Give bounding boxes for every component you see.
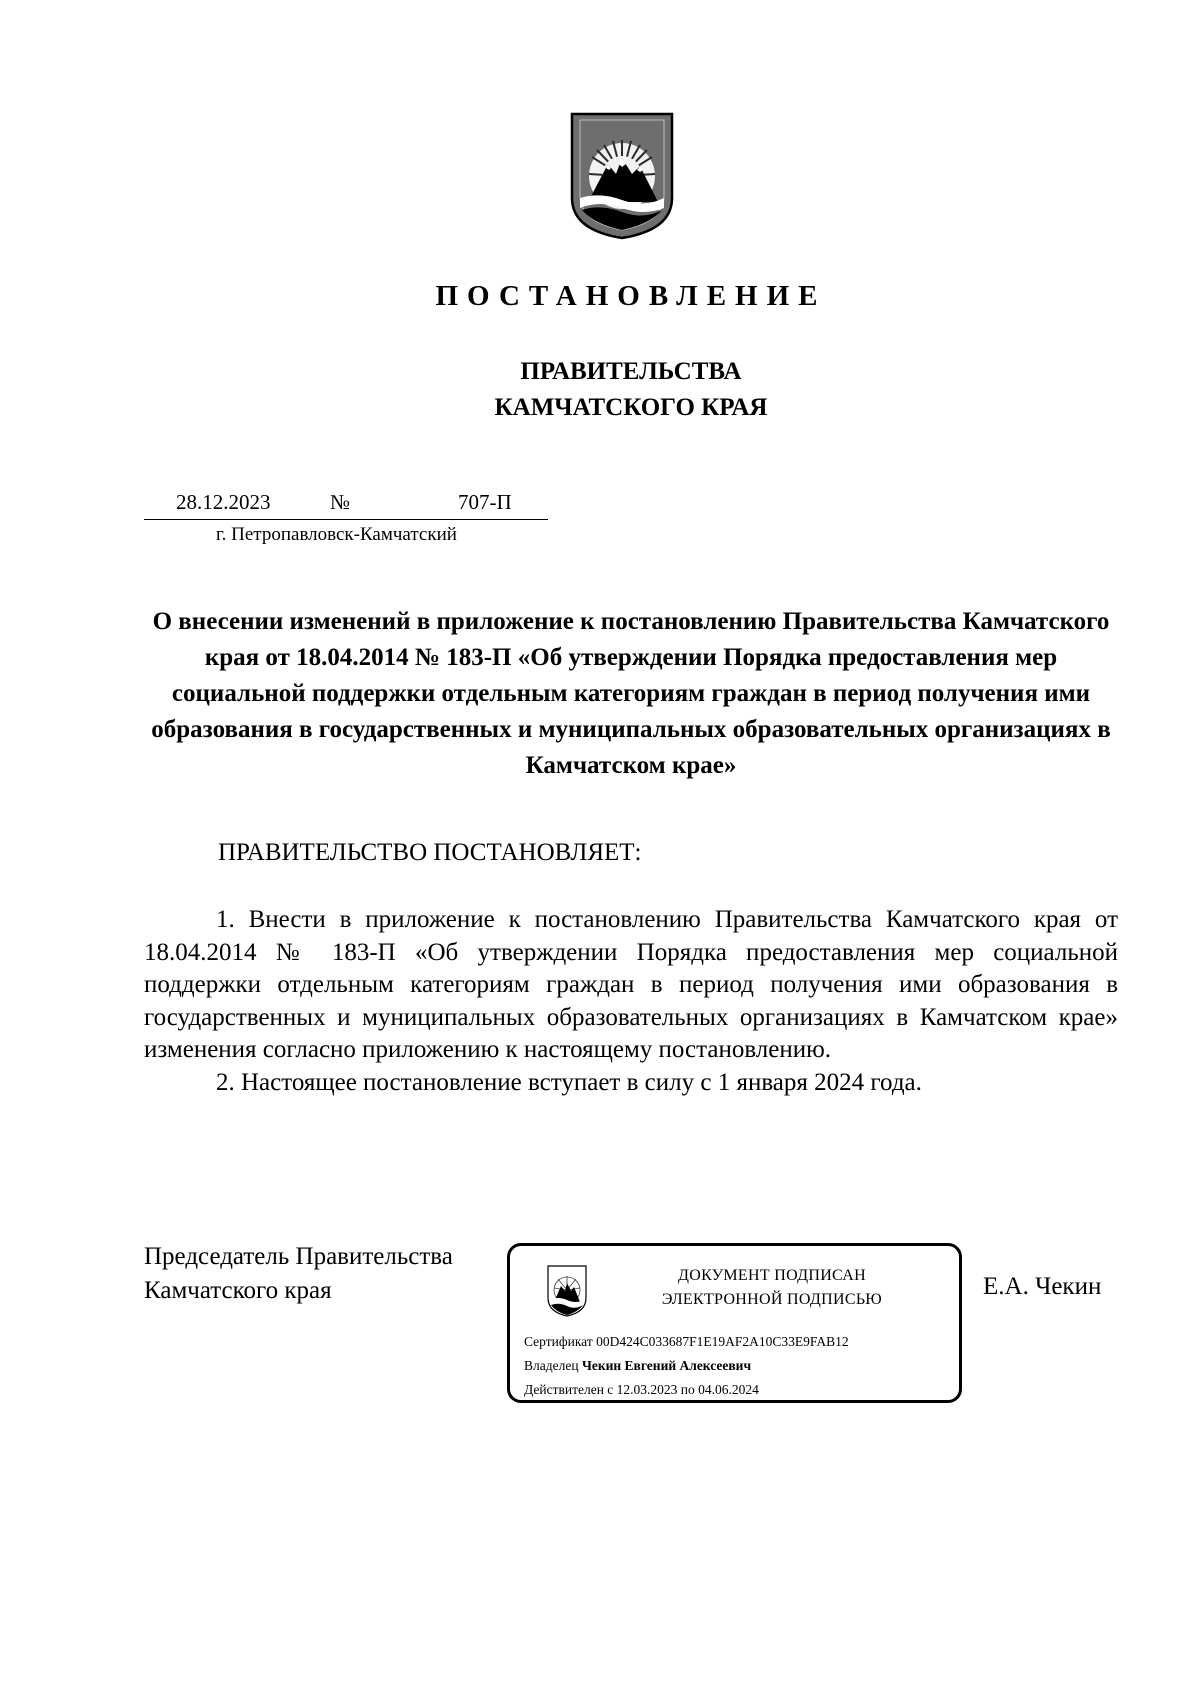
authority-line-1: ПРАВИТЕЛЬСТВА bbox=[520, 358, 742, 385]
decree-phrase: ПРАВИТЕЛЬСТВО ПОСТАНОВЛЯЕТ: bbox=[218, 839, 642, 866]
stamp-emblem-icon bbox=[546, 1264, 588, 1318]
certificate-label: Сертификат bbox=[524, 1334, 593, 1349]
paragraph-1: 1. Внести в приложение к постановлению Правительства Камчатского края от 18.04.2014 № 183-П «Об утверждении Порядка предоставления мер социальной поддержки отдельным категориям граждан в период получения ими образования в государственных и муниципальных образовательных организациях в Камчатском крае» изменения согласно приложению к настоящему постановлению. bbox=[144, 906, 1118, 1063]
owner-row bbox=[524, 1354, 849, 1378]
position-line-2: Камчатского края bbox=[144, 1277, 332, 1304]
certificate-value: 00D424C033687F1E19AF2A10C33E9FAB12 bbox=[596, 1334, 849, 1349]
number-sign: № bbox=[330, 490, 351, 514]
paragraph-2: 2. Настоящее постановление вступает в силу с 1 января 2024 года. bbox=[216, 1068, 922, 1096]
valid-from-value: 12.03.2023 bbox=[616, 1382, 678, 1397]
stamp-heading-line-1: ДОКУМЕНТ ПОДПИСАН bbox=[678, 1267, 866, 1284]
signatory-name: Е.А. Чекин bbox=[983, 1273, 1102, 1300]
valid-to-label: по bbox=[680, 1382, 695, 1397]
stamp-details bbox=[524, 1330, 849, 1402]
stamp-heading-line-2: ЭЛЕКТРОННОЙ ПОДПИСЬЮ bbox=[661, 1291, 883, 1308]
valid-to-value: 04.06.2024 bbox=[698, 1382, 759, 1397]
certificate-row bbox=[524, 1330, 849, 1354]
stamp-heading bbox=[622, 1264, 922, 1312]
document-type: ПОСТАНОВЛЕНИЕ bbox=[435, 280, 827, 312]
city: г. Петропавловск-Камчатский bbox=[216, 524, 457, 545]
signatory-position bbox=[144, 1240, 453, 1308]
issuing-authority bbox=[0, 354, 1200, 426]
authority-line-2: КАМЧАТСКОГО КРАЯ bbox=[494, 394, 768, 421]
electronic-signature-stamp bbox=[507, 1243, 962, 1403]
owner-label: Владелец bbox=[524, 1358, 579, 1373]
kamchatka-coat-of-arms-icon bbox=[570, 112, 674, 240]
validity-row bbox=[524, 1378, 849, 1402]
document-number: 707-П bbox=[458, 490, 512, 514]
owner-value: Чекин Евгений Алексеевич bbox=[581, 1358, 752, 1373]
document-date: 28.12.2023 bbox=[176, 490, 271, 514]
position-line-1: Председатель Правительства bbox=[144, 1243, 453, 1270]
valid-from-label: Действителен с bbox=[524, 1382, 614, 1397]
registration-line bbox=[144, 489, 548, 520]
document-title: О внесении изменений в приложение к постановлению Правительства Камчатского края от 18.04.2014 № 183-П «Об утверждении Порядка предоставления мер социальной поддержки отдельным категориям граждан в период получения ими образования в государственных и муниципальных образовательных организациях в Камчатском крае» bbox=[151, 608, 1111, 779]
document-body bbox=[144, 904, 1118, 1099]
